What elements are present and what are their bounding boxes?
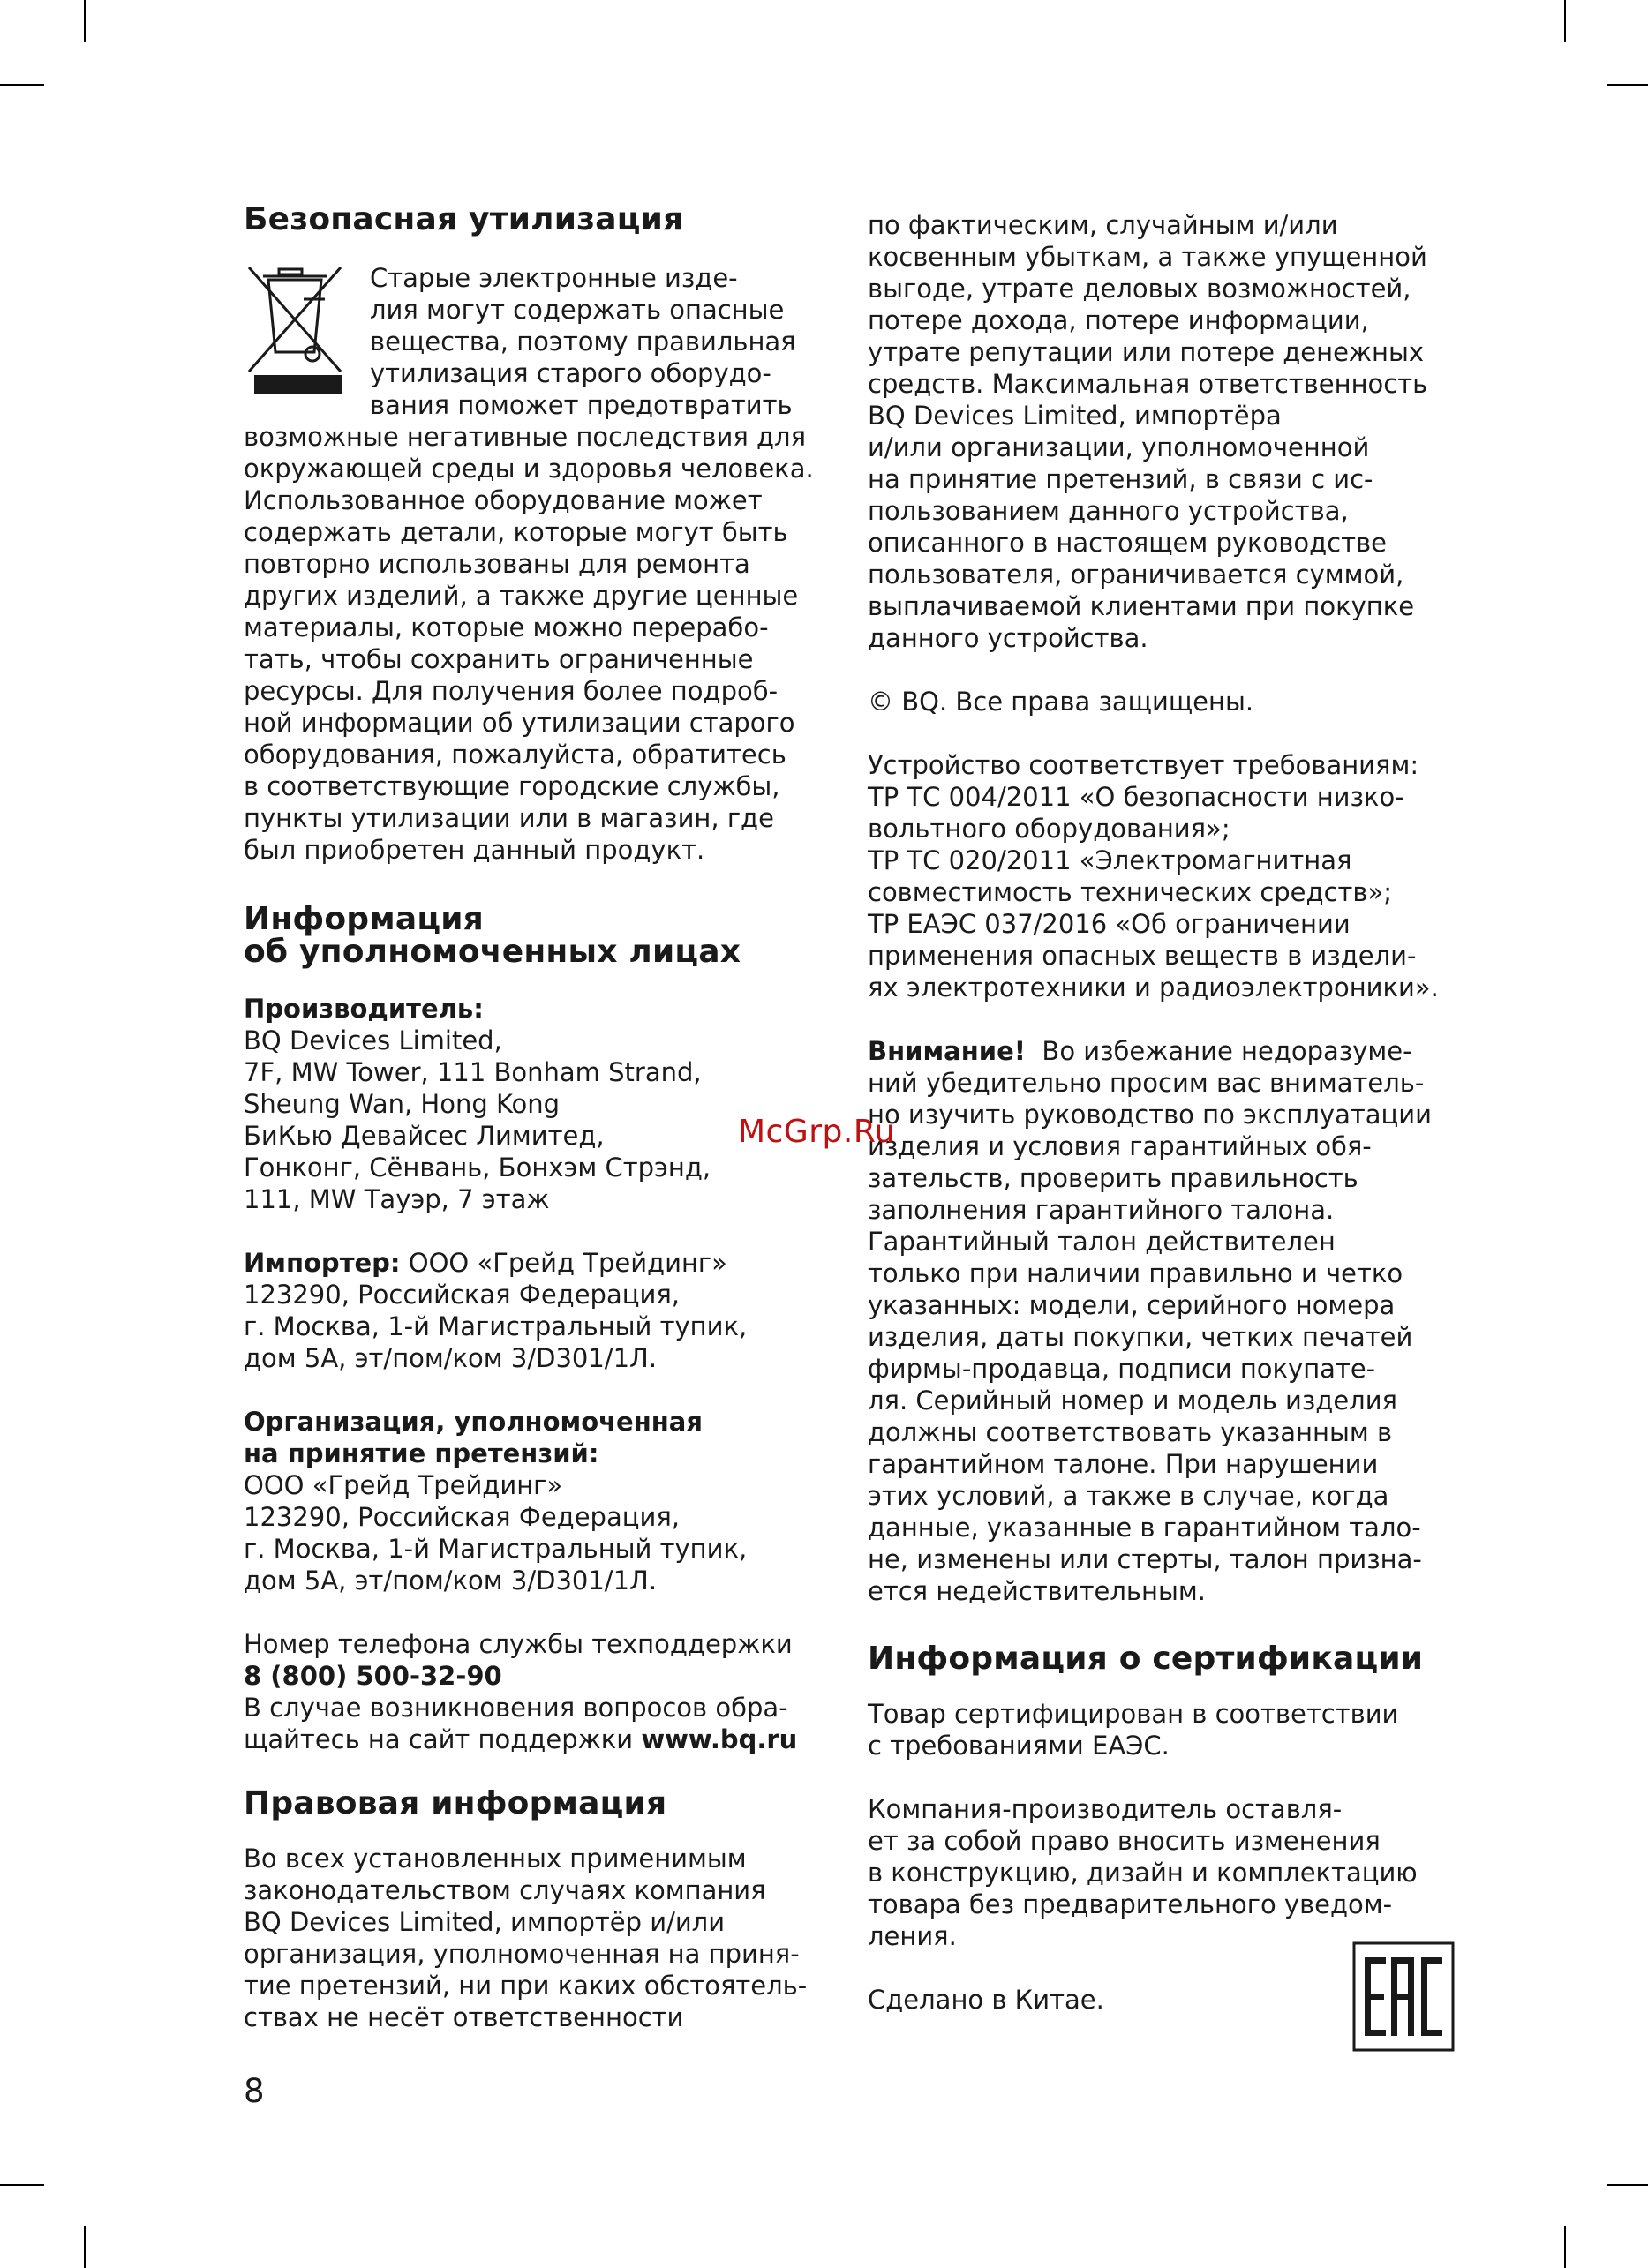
text-line: Использованное оборудование может xyxy=(244,485,763,515)
text-line: с требованиями ЕАЭС. xyxy=(868,1731,1170,1761)
text-line: вания поможет предотвратить xyxy=(370,390,793,420)
text-line: заполнения гарантийного талона. xyxy=(868,1195,1335,1225)
text-line: Компания-производитель оставля- xyxy=(868,1794,1343,1824)
text-line: Товар сертифицирован в соответствии xyxy=(868,1699,1399,1729)
cert-title: Информация о сертификации xyxy=(868,1641,1424,1677)
importer-label: Импортер: xyxy=(244,1248,401,1278)
text-line: ТР ТС 020/2011 «Электромагнитная xyxy=(868,845,1352,875)
text-line: зательств, проверить правильность xyxy=(868,1163,1358,1193)
eac-mark-icon xyxy=(1352,1941,1455,2052)
text-line: ТР ЕАЭС 037/2016 «Об ограничении xyxy=(868,909,1351,939)
support-phone[interactable]: 8 (800) 500-32-90 xyxy=(244,1661,502,1691)
text-line: был приобретен данный продукт. xyxy=(244,835,705,865)
text-line: тать, чтобы сохранить ограниченные xyxy=(244,644,754,674)
disposal-intro xyxy=(244,262,862,421)
text-line: г. Москва, 1-й Магистральный тупик, xyxy=(244,1311,748,1341)
text-line: гарантийном талоне. При нарушении xyxy=(868,1449,1379,1479)
text-line: в соответствующие городские службы, xyxy=(244,771,780,801)
text-line: совместимость технических средств»; xyxy=(868,877,1393,907)
crop-mark xyxy=(84,2226,86,2268)
copyright: © BQ. Все права защищены. xyxy=(868,687,1254,717)
text-line: Гонконг, Сёнвань, Бонхэм Стрэнд, xyxy=(244,1153,711,1183)
text-line: данного устройства. xyxy=(868,623,1148,653)
crop-mark xyxy=(0,84,44,86)
text-line: должны соответствовать указанным в xyxy=(868,1417,1393,1447)
text-line: Sheung Wan, Hong Kong xyxy=(244,1089,561,1119)
page-number: 8 xyxy=(244,2072,265,2110)
text-line: повторно использованы для ремонта xyxy=(244,549,750,579)
crop-mark xyxy=(1607,84,1648,86)
support-site-line xyxy=(244,1724,862,1755)
text-line: на принятие претензий, в связи с ис- xyxy=(868,464,1373,494)
crop-mark xyxy=(1607,2184,1648,2186)
text-line: ной информации об утилизации старого xyxy=(244,708,795,738)
legal-title: Правовая информация xyxy=(244,1785,667,1821)
crop-mark xyxy=(84,0,86,42)
text-line: окружающей среды и здоровья человека. xyxy=(244,454,814,484)
manufacturer-label: Производитель: xyxy=(244,994,484,1024)
text-line: утилизация старого оборудо- xyxy=(370,358,771,388)
text-line: утрате репутации или потере денежных xyxy=(868,337,1425,367)
text-line: материалы, которые можно перерабо- xyxy=(244,612,769,642)
text-line: изделия, даты покупки, четких печатей xyxy=(868,1322,1413,1352)
text-line: потере дохода, потере информации, xyxy=(868,305,1369,335)
text-line: ресурсы. Для получения более подроб- xyxy=(244,676,779,706)
text-line: ля. Серийный номер и модель изделия xyxy=(868,1386,1397,1416)
text-line: пункты утилизации или в магазин, где xyxy=(244,803,774,833)
text-line: ления. xyxy=(868,1921,957,1951)
text-line: других изделий, а также другие ценные xyxy=(244,581,799,611)
disposal-title: Безопасная утилизация xyxy=(244,201,684,237)
text-line: лия могут содержать опасные xyxy=(370,295,785,325)
text-line: Устройство соответствует требованиям: xyxy=(868,750,1419,780)
disposal-body xyxy=(244,421,862,866)
text-line: применения опасных веществ в издели- xyxy=(868,941,1417,971)
text-line: 123290, Российская Федерация, xyxy=(244,1280,680,1310)
text-line: тие претензий, ни при каких обстоятель- xyxy=(244,1971,808,2001)
support-label: Номер телефона службы техподдержки xyxy=(244,1629,793,1659)
authorized-title-line2: об уполномоченных лицах xyxy=(244,934,741,970)
text-line: 123290, Российская Федерация, xyxy=(244,1502,680,1532)
text-line: оборудования, пожалуйста, обратитесь xyxy=(244,740,786,770)
text-line: ний убедительно просим вас вниматель- xyxy=(868,1068,1425,1098)
text-line: ТР ТС 004/2011 «О безопасности низко- xyxy=(868,782,1404,812)
org-label: Организация, уполномоченная xyxy=(244,1407,703,1437)
text-line: BQ Devices Limited, импортёр и/или xyxy=(244,1907,726,1937)
crop-mark xyxy=(1564,2226,1566,2268)
text-line: но изучить руководство по эксплуатации xyxy=(868,1100,1432,1130)
text-line: не, изменены или стерты, талон призна- xyxy=(868,1544,1422,1574)
text-line: Гарантийный талон действителен xyxy=(868,1227,1336,1257)
crop-mark xyxy=(0,2184,44,2186)
text-line: изделия и условия гарантийных обя- xyxy=(868,1131,1372,1161)
text-line: 7F, MW Tower, 111 Bonham Strand, xyxy=(244,1057,702,1087)
text-line: этих условий, а также в случае, когда xyxy=(868,1481,1389,1511)
text-line: содержать детали, которые могут быть xyxy=(244,517,788,547)
attention-first-text: Во избежание недоразуме- xyxy=(1025,1036,1412,1066)
text-line: г. Москва, 1-й Магистральный тупик, xyxy=(244,1534,748,1564)
text-line: BQ Devices Limited, импортёра xyxy=(868,401,1282,431)
text-line: организация, уполномоченная на приня- xyxy=(244,1939,800,1969)
text-line: БиКью Девайсес Лимитед, xyxy=(244,1121,605,1151)
text-line: вещества, поэтому правильная xyxy=(370,327,796,357)
text-line: законодательством случаях компания xyxy=(244,1875,766,1905)
text-line: BQ Devices Limited, xyxy=(244,1025,502,1055)
text-line: данные, указанные в гарантийном тало- xyxy=(868,1513,1421,1543)
importer-line xyxy=(244,1247,862,1279)
text-line: по фактическим, случайным и/или xyxy=(868,210,1338,240)
text-line: дом 5А, эт/пом/ком 3/D301/1Л. xyxy=(244,1343,658,1373)
text-line: ствах не несёт ответственности xyxy=(244,2002,684,2032)
org-label: на принятие претензий: xyxy=(244,1438,599,1468)
support-site-prefix: щайтесь на сайт поддержки xyxy=(244,1724,642,1754)
text-line: ется недействительным. xyxy=(868,1576,1206,1606)
right-column xyxy=(868,209,1486,2016)
text-line: вольтного оборудования»; xyxy=(868,814,1230,844)
authorized-title-line1: Информация xyxy=(244,901,484,937)
text-line: Во всех установленных применимым xyxy=(244,1844,747,1874)
importer-name: ООО «Грейд Трейдинг» xyxy=(400,1248,727,1278)
text-line: выплачиваемой клиентами при покупке xyxy=(868,591,1415,621)
text-line: косвенным убыткам, а также упущенной xyxy=(868,242,1427,272)
text-line: указанных: модели, серийного номера xyxy=(868,1290,1396,1320)
attention-label: Внимание! xyxy=(868,1036,1026,1066)
attention-line xyxy=(868,1035,1486,1067)
text-line: описанного в настоящем руководстве xyxy=(868,528,1387,558)
text-line: в конструкцию, дизайн и комплектацию xyxy=(868,1858,1418,1888)
text-line: пользованием данного устройства, xyxy=(868,496,1349,526)
text-line: пользователя, ограничивается суммой, xyxy=(868,559,1404,590)
text-line: дом 5А, эт/пом/ком 3/D301/1Л. xyxy=(244,1566,658,1596)
text-line: В случае возникновения вопросов обра- xyxy=(244,1693,788,1723)
text-line: средств. Максимальная ответственность xyxy=(868,369,1428,399)
text-line: ях электротехники и радиоэлектроники». xyxy=(868,973,1439,1003)
text-line: выгоде, утрате деловых возможностей, xyxy=(868,274,1411,304)
text-line: Старые электронные изде- xyxy=(370,263,738,293)
text-line: 111, MW Тауэр, 7 этаж xyxy=(244,1184,550,1214)
text-line: только при наличии правильно и четко xyxy=(868,1258,1403,1288)
text-line: ет за собой право вносить изменения xyxy=(868,1826,1381,1856)
crossed-out-wheelie-bin-icon xyxy=(244,262,345,396)
text-line: фирмы-продавца, подписи покупате- xyxy=(868,1354,1376,1384)
text-line: ООО «Грейд Трейдинг» xyxy=(244,1470,563,1500)
text-line: возможные негативные последствия для xyxy=(244,422,807,452)
support-site-link[interactable]: www.bq.ru xyxy=(641,1724,798,1754)
text-line: и/или организации, уполномоченной xyxy=(868,432,1370,462)
crop-mark xyxy=(1564,0,1566,42)
text-line: товара без предварительного уведом- xyxy=(868,1889,1393,1919)
made-in: Сделано в Китае. xyxy=(868,1985,1104,2015)
watermark: McGrp.Ru xyxy=(738,1114,896,1150)
